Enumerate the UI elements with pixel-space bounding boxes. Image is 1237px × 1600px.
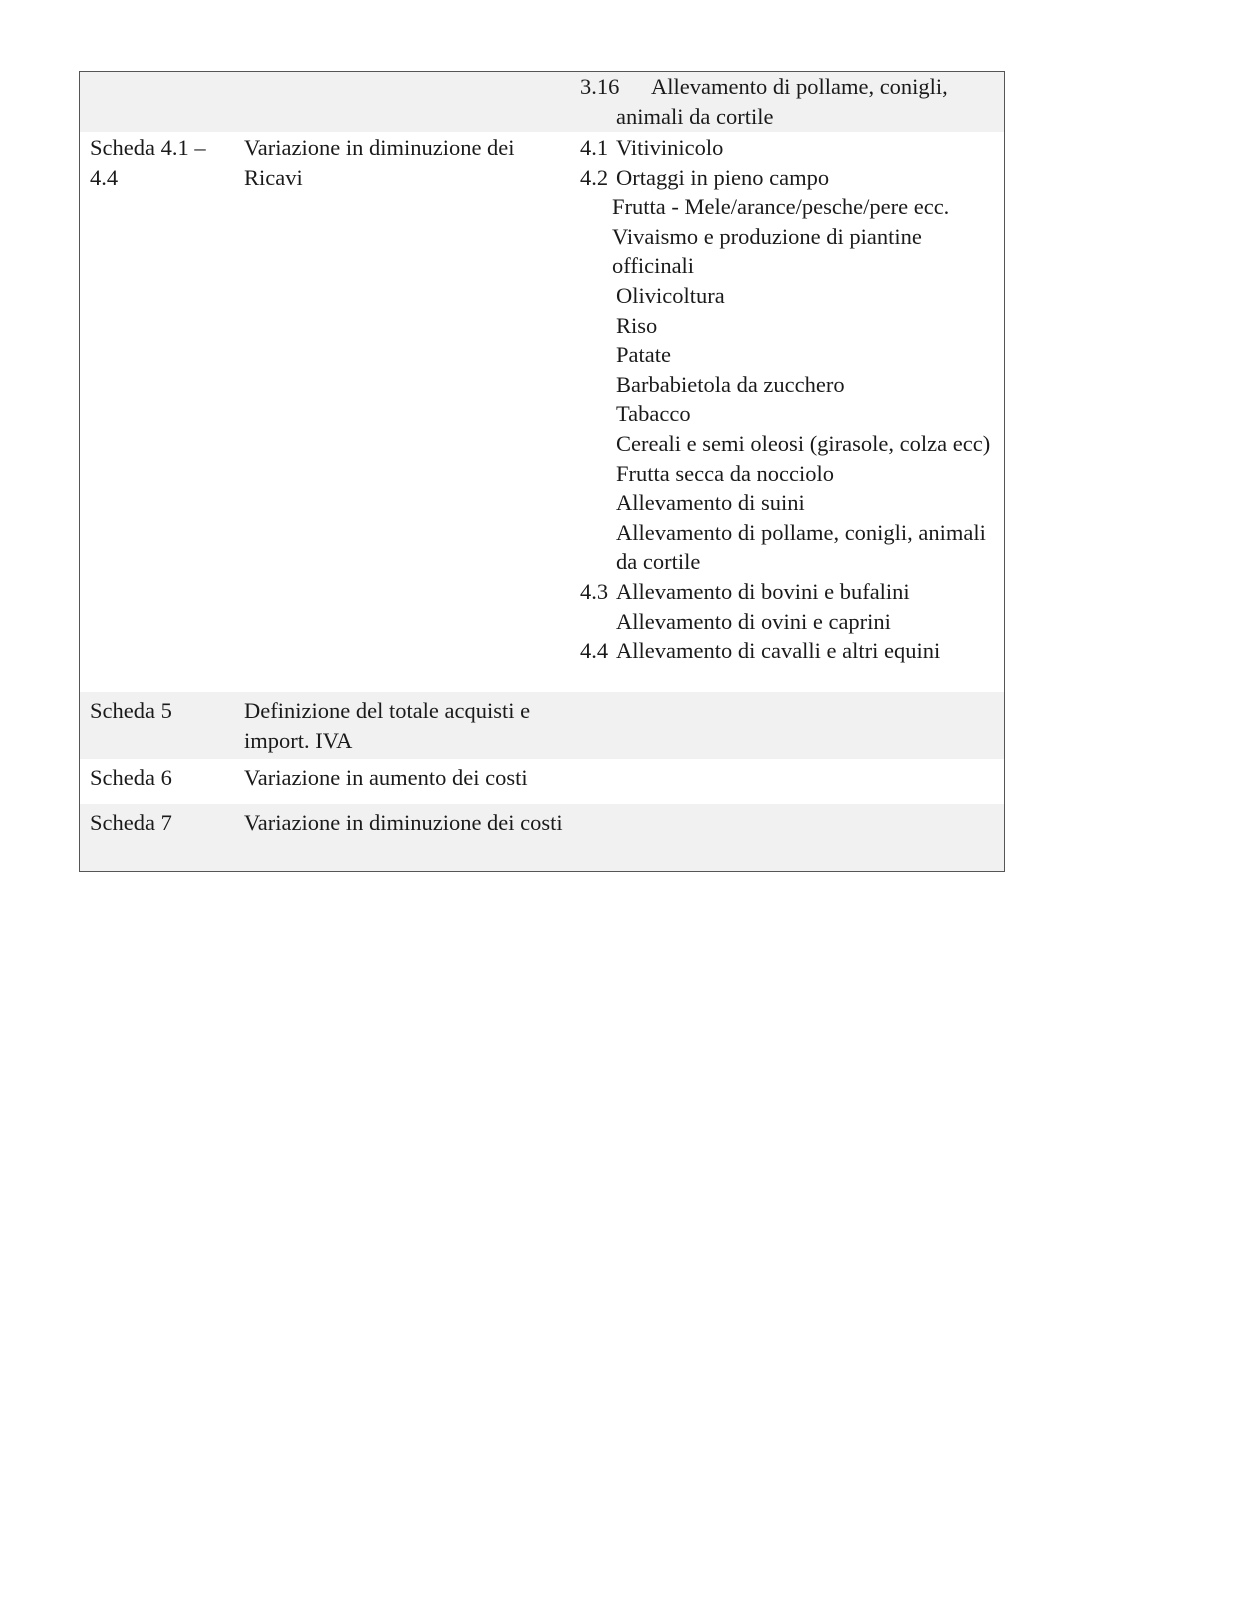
activity-subitem: Allevamento di suini	[616, 490, 805, 516]
activity-entry-3-16	[580, 72, 1004, 131]
description-cell: Variazione in diminuzione dei Ricavi	[244, 135, 515, 190]
activity-subitem: Frutta - Mele/arance/pesche/pere ecc.	[612, 194, 950, 220]
scheda-cell	[80, 72, 234, 132]
activity-subitem: Cereali e semi oleosi (girasole, colza ecc)	[616, 430, 991, 456]
scheda-cell: Scheda 4.1 – 4.4	[90, 135, 206, 190]
scheda-cell: Scheda 6	[90, 765, 172, 790]
activity-text: Allevamento di cavalli e altri equini	[616, 638, 941, 664]
table-row	[80, 692, 1004, 759]
description-cell: Variazione in aumento dei costi	[244, 765, 528, 790]
activity-subitem: Riso	[616, 312, 658, 338]
scheda-cell: Scheda 7	[90, 810, 172, 835]
activity-subitem: Barbabietola da zucchero	[616, 371, 845, 397]
activity-entry-4-4	[580, 636, 1004, 666]
activity-code: 3.16	[580, 74, 620, 99]
activity-text: Allevamento di pollame, conigli,	[651, 74, 948, 99]
activities-cell	[570, 692, 1004, 759]
activity-subitem: Vivaismo e produzione di piantine officinali	[612, 223, 922, 279]
description-cell: Variazione in diminuzione dei costi	[244, 810, 563, 835]
activity-entry-4-1	[580, 133, 1004, 163]
activity-subitem: Olivicoltura	[616, 282, 725, 308]
activity-subitem: Allevamento di ovini e caprini	[616, 608, 891, 634]
activity-entry-4-2	[580, 163, 1004, 193]
activity-code: 4.4	[580, 638, 609, 664]
description-cell	[234, 72, 570, 132]
activities-cell	[570, 72, 1004, 132]
activity-entry-4-3	[580, 577, 1004, 607]
schede-table	[79, 71, 1005, 872]
activity-subitem: Frutta secca da nocciolo	[616, 460, 835, 486]
activity-text: Vitivinicolo	[616, 135, 724, 160]
activity-text: Ortaggi in pieno campo	[616, 164, 830, 190]
activity-subitem: Patate	[616, 342, 671, 368]
table-row	[80, 759, 1004, 804]
table-row	[80, 804, 1004, 871]
activity-code: 4.1	[580, 135, 609, 160]
activities-cell	[570, 759, 1004, 804]
activity-code: 4.3	[580, 578, 609, 604]
activity-subitem: Allevamento di pollame, conigli, animali da cortile	[616, 519, 986, 575]
scheda-cell: Scheda 5	[90, 698, 172, 723]
activities-cell	[570, 132, 1004, 692]
description-cell: Definizione del totale acquisti e import. IVA	[244, 698, 531, 753]
activity-subitem: Tabacco	[616, 401, 691, 427]
activity-code: 4.2	[580, 164, 609, 190]
table-row	[80, 132, 1004, 692]
activities-cell	[570, 804, 1004, 871]
table-row	[80, 72, 1004, 132]
activity-text: Allevamento di bovini e bufalini	[616, 578, 910, 604]
activity-text-continued: animali da cortile	[616, 103, 774, 129]
